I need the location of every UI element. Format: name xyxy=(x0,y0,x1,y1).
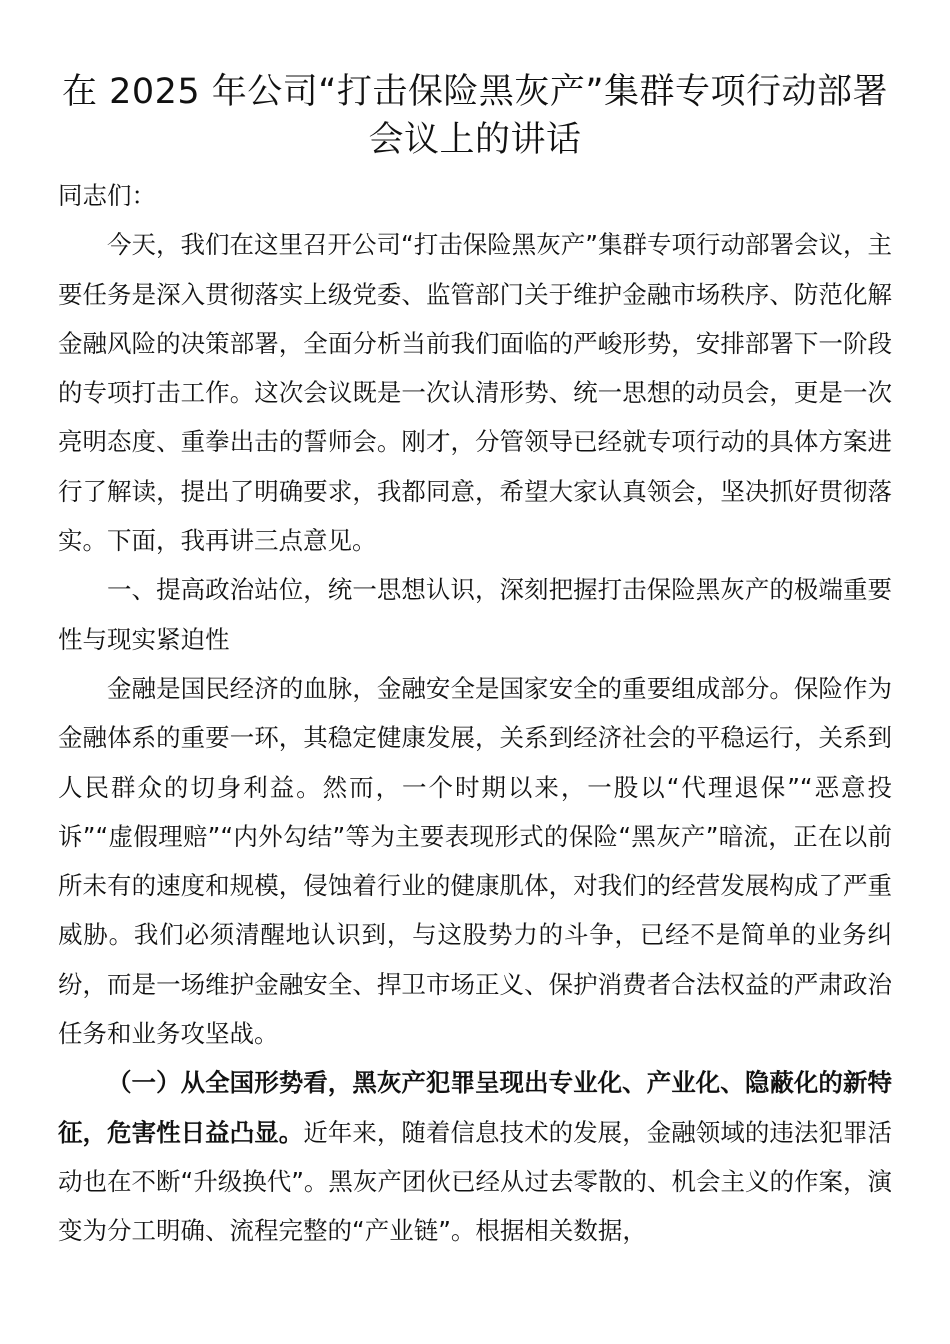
document-body xyxy=(58,171,892,1256)
paragraph-background: 金融是国民经济的血脉，金融安全是国家安全的重要组成部分。保险作为金融体系的重要一环，其稳定健康发展，关系到经济社会的平稳运行，关系到人民群众的切身利益。然而，一个时期以来，一股以“代理退保”“恶意投诉”“虚假理赔”“内外勾结”等为主要表现形式的保险“黑灰产”暗流，正在以前所未有的速度和规模，侵蚀着行业的健康肌体，对我们的经营发展构成了严重威胁。我们必须清醒地认识到，与这股势力的斗争，已经不是简单的业务纠纷，而是一场维护金融安全、捍卫市场正义、保护消费者合法权益的严肃政治任务和业务攻坚战。 xyxy=(58,673,892,1049)
paragraph-national-situation xyxy=(58,1058,892,1255)
subsection-heading-1: （一）从全国形势看，黑灰产犯罪呈现出专业化、产业化、隐蔽化的新特征，危害性日益凸显。 xyxy=(58,1068,892,1147)
document-title: 在 2025 年公司“打击保险黑灰产”集群专项行动部署会议上的讲话 xyxy=(61,72,889,160)
paragraph-national-situation-text: 近年来，随着信息技术的发展，金融领域的违法犯罪活动也在不断“升级换代”。黑灰产团伙已经从过去零散的、机会主义的作案，演变为分工明确、流程完整的“产业链”。根据相关数据， xyxy=(58,1117,893,1246)
salutation: 同志们： xyxy=(58,181,156,210)
paragraph-intro: 今天，我们在这里召开公司“打击保险黑灰产”集群专项行动部署会议，主要任务是深入贯彻落实上级党委、监管部门关于维护金融市场秩序、防范化解金融风险的决策部署，全面分析当前我们面临的严峻形势，安排部署下一阶段的专项打击工作。这次会议既是一次认清形势、统一思想的动员会，更是一次亮明态度、重拳出击的誓师会。刚才，分管领导已经就专项行动的具体方案进行了解读，提出了明确要求，我都同意，希望大家认真领会，坚决抓好贯彻落实。下面，我再讲三点意见。 xyxy=(58,230,892,556)
section-heading-1: 一、提高政治站位，统一思想认识，深刻把握打击保险黑灰产的极端重要性与现实紧迫性 xyxy=(58,575,892,654)
